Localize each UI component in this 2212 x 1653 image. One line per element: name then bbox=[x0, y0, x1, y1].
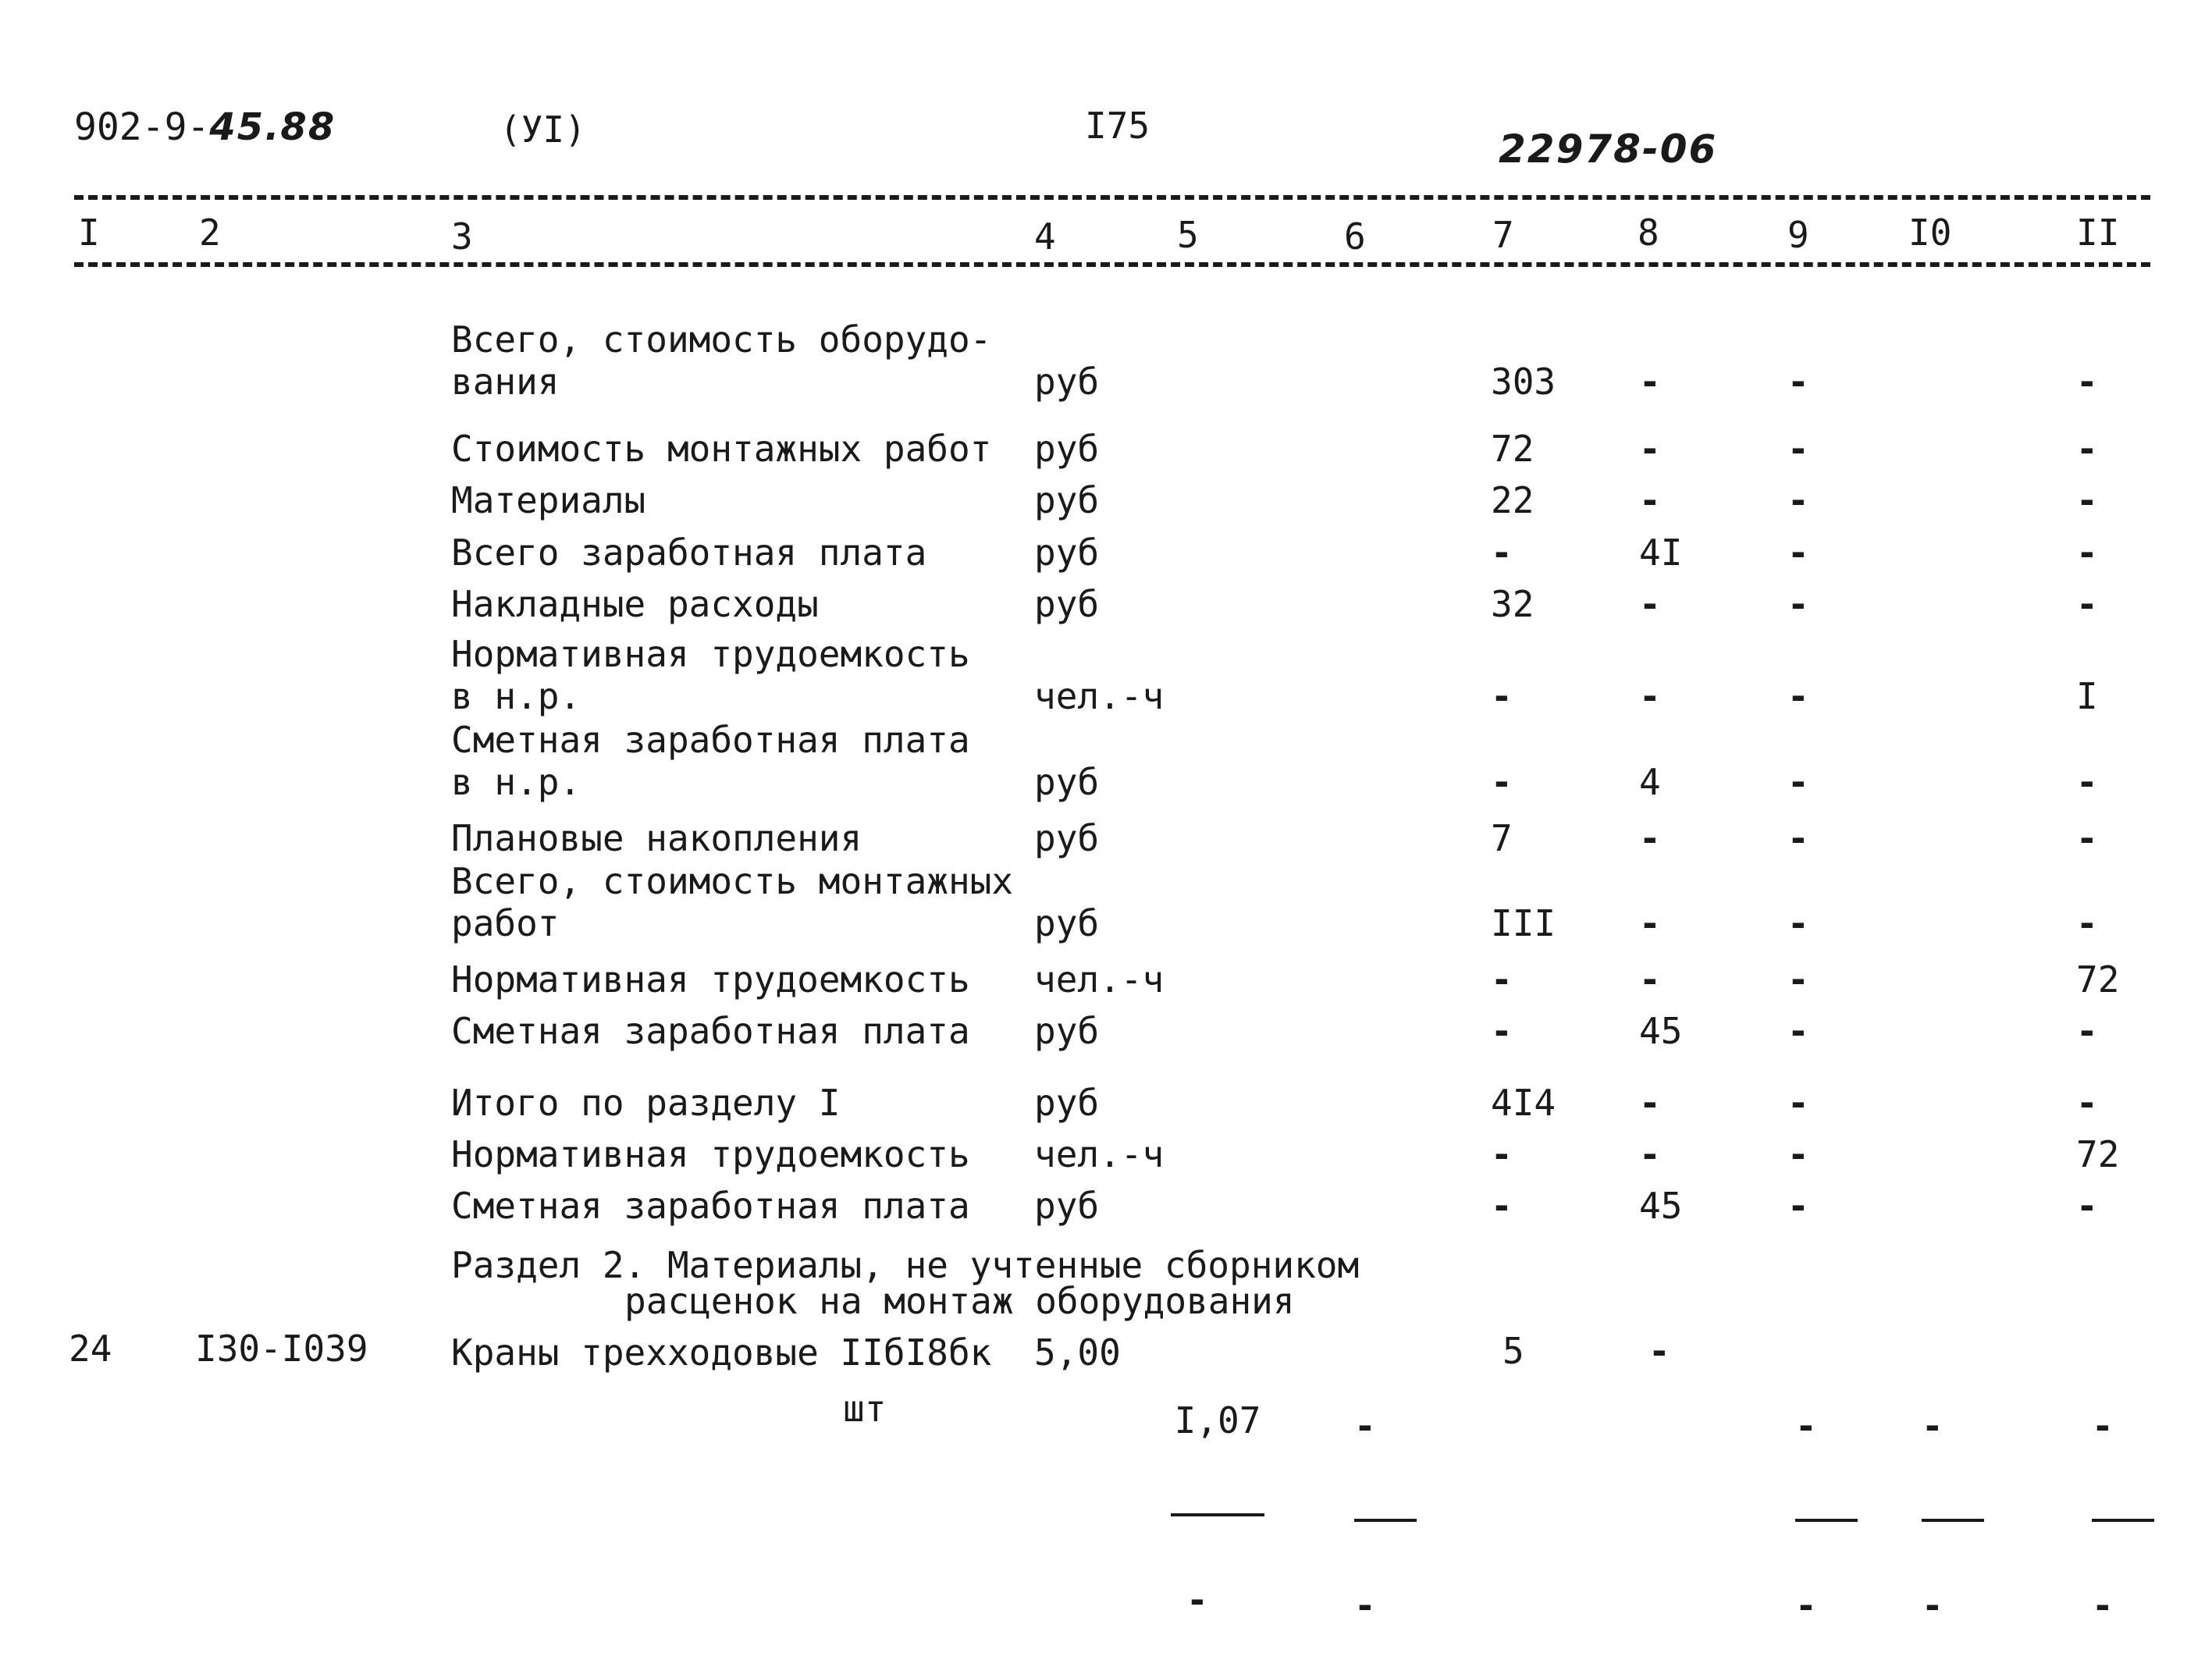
row-unit: руб bbox=[1034, 428, 1100, 470]
item-col6-numerator: - bbox=[1354, 1405, 1376, 1447]
column-header-1: I bbox=[78, 212, 100, 254]
row-col7: - bbox=[1491, 761, 1513, 803]
column-header-3: 3 bbox=[451, 215, 473, 258]
row-name: Стоимость монтажных работ bbox=[451, 428, 992, 470]
table-row bbox=[0, 994, 2212, 1052]
row-name: Нормативная трудоемкость bbox=[451, 958, 970, 1001]
row-name: Нормативная трудоемкость bbox=[451, 1133, 970, 1175]
page-number: I75 bbox=[1085, 105, 1150, 147]
row-unit: руб bbox=[1034, 817, 1100, 859]
section-label: (УI) bbox=[500, 108, 586, 151]
row-name-line1: Всего, стоимость оборудо- bbox=[451, 318, 992, 361]
header-top-rule bbox=[74, 195, 2150, 200]
row-col9: - bbox=[1787, 1133, 1809, 1175]
item-name: Краны трехходовые IIбI8бк bbox=[451, 1331, 992, 1374]
row-col11: 72 bbox=[2076, 958, 2120, 1001]
fraction-bar bbox=[1795, 1519, 1858, 1522]
row-col9: - bbox=[1787, 958, 1809, 1001]
table-row bbox=[0, 802, 2212, 859]
row-col8: - bbox=[1639, 361, 1661, 403]
row-col8: 4I bbox=[1639, 531, 1683, 574]
item-col9-numerator: - bbox=[1795, 1405, 1817, 1447]
row-col8: - bbox=[1639, 902, 1661, 944]
row-col9: - bbox=[1787, 675, 1809, 717]
row-col7: - bbox=[1491, 1133, 1513, 1175]
column-header-11: II bbox=[2076, 212, 2120, 254]
item-col10-fraction bbox=[1922, 1336, 1984, 1653]
row-col9: - bbox=[1787, 817, 1809, 859]
row-unit: руб bbox=[1034, 902, 1100, 944]
table-row bbox=[0, 1169, 2212, 1227]
row-name: Плановые накопления bbox=[451, 817, 862, 859]
item-col7: 5 bbox=[1503, 1330, 1524, 1372]
column-header-4: 4 bbox=[1034, 215, 1056, 258]
row-name: Материалы bbox=[451, 479, 646, 521]
row-unit: руб bbox=[1034, 531, 1100, 574]
row-col9: - bbox=[1787, 1082, 1809, 1124]
item-quantity: 5,00 bbox=[1034, 1331, 1121, 1374]
row-col8: 45 bbox=[1639, 1010, 1683, 1052]
row-col8: - bbox=[1639, 1082, 1661, 1124]
row-col9: - bbox=[1787, 1185, 1809, 1227]
row-col7: III bbox=[1491, 902, 1556, 944]
row-col11: I bbox=[2076, 675, 2098, 717]
row-col7: 32 bbox=[1491, 583, 1535, 625]
row-col11: - bbox=[2076, 761, 2098, 803]
row-col7: 303 bbox=[1491, 361, 1556, 403]
row-col9: - bbox=[1787, 902, 1809, 944]
fraction-bar bbox=[1171, 1513, 1264, 1516]
row-unit: руб bbox=[1034, 1185, 1100, 1227]
row-col11: 72 bbox=[2076, 1133, 2120, 1175]
row-col9: - bbox=[1787, 361, 1809, 403]
item-col9-denominator: - bbox=[1795, 1584, 1817, 1626]
document-code bbox=[74, 105, 336, 149]
row-col9: - bbox=[1787, 531, 1809, 574]
row-col7: 4I4 bbox=[1491, 1082, 1556, 1124]
section-2-heading-line1: Раздел 2. Материалы, не учтенные сборником bbox=[451, 1244, 1360, 1286]
row-col7: - bbox=[1491, 675, 1513, 717]
row-col9: - bbox=[1787, 583, 1809, 625]
row-name-line2: вания bbox=[451, 361, 560, 403]
row-name-line2: в н.р. bbox=[451, 761, 581, 803]
header-bottom-rule bbox=[74, 262, 2150, 267]
row-col8: 4 bbox=[1639, 761, 1661, 803]
row-name-line1: Сметная заработная плата bbox=[451, 719, 970, 761]
item-unit: шт bbox=[843, 1388, 887, 1430]
document-code-handwritten: 45.88 bbox=[209, 105, 336, 149]
item-price-fraction bbox=[1171, 1331, 1264, 1648]
row-col7: - bbox=[1491, 958, 1513, 1001]
item-col6-fraction bbox=[1354, 1336, 1417, 1653]
row-unit: руб bbox=[1034, 1082, 1100, 1124]
row-col11: - bbox=[2076, 361, 2098, 403]
row-col11: - bbox=[2076, 902, 2098, 944]
row-col7: - bbox=[1491, 531, 1513, 574]
table-row bbox=[0, 412, 2212, 470]
table-row bbox=[0, 1118, 2212, 1175]
table-row bbox=[0, 567, 2212, 625]
row-col11: - bbox=[2076, 479, 2098, 521]
inventory-number: 22978-06 bbox=[1499, 126, 1718, 172]
item-col10-denominator: - bbox=[1922, 1584, 1944, 1626]
column-header-6: 6 bbox=[1344, 215, 1366, 258]
row-unit: руб bbox=[1034, 361, 1100, 403]
row-col9: - bbox=[1787, 428, 1809, 470]
row-col7: 22 bbox=[1491, 479, 1535, 521]
section-2-heading-line2: расценок на монтаж оборудования bbox=[624, 1280, 1295, 1322]
row-col11: - bbox=[2076, 817, 2098, 859]
row-unit: руб bbox=[1034, 583, 1100, 625]
row-col8: - bbox=[1639, 817, 1661, 859]
row-col9: - bbox=[1787, 761, 1809, 803]
item-col10-numerator: - bbox=[1922, 1405, 1944, 1447]
row-col7: 7 bbox=[1491, 817, 1513, 859]
row-unit: руб bbox=[1034, 1010, 1100, 1052]
document-code-printed: 902-9- bbox=[74, 105, 210, 149]
row-name: Итого по разделу I bbox=[451, 1082, 841, 1124]
row-col8: 45 bbox=[1639, 1185, 1683, 1227]
row-unit: чел.-ч bbox=[1034, 675, 1165, 717]
row-name: Сметная заработная плата bbox=[451, 1185, 970, 1227]
row-name: Всего заработная плата bbox=[451, 531, 927, 574]
item-code: I30-I039 bbox=[195, 1328, 368, 1370]
row-col11: - bbox=[2076, 1185, 2098, 1227]
row-name-line1: Нормативная трудоемкость bbox=[451, 633, 970, 675]
row-unit: чел.-ч bbox=[1034, 1133, 1165, 1175]
row-name-line2: в н.р. bbox=[451, 675, 581, 717]
fraction-bar bbox=[1922, 1519, 1984, 1522]
row-col11: - bbox=[2076, 428, 2098, 470]
row-unit: руб bbox=[1034, 479, 1100, 521]
table-row bbox=[0, 719, 2212, 803]
row-name-line2: работ bbox=[451, 902, 560, 944]
row-col8: - bbox=[1639, 428, 1661, 470]
row-col11: - bbox=[2076, 583, 2098, 625]
row-col7: - bbox=[1491, 1185, 1513, 1227]
row-name: Сметная заработная плата bbox=[451, 1010, 970, 1052]
row-name: Накладные расходы bbox=[451, 583, 819, 625]
row-col11: - bbox=[2076, 531, 2098, 574]
row-col8: - bbox=[1639, 1133, 1661, 1175]
column-header-2: 2 bbox=[199, 212, 221, 254]
item-price: I,07 bbox=[1174, 1399, 1261, 1441]
row-unit: чел.-ч bbox=[1034, 958, 1165, 1001]
fraction-bar bbox=[2092, 1519, 2154, 1522]
row-col8: - bbox=[1639, 675, 1661, 717]
item-col11-fraction bbox=[2092, 1336, 2154, 1653]
item-col11-denominator: - bbox=[2092, 1584, 2114, 1626]
item-number: 24 bbox=[69, 1328, 112, 1370]
row-col8: - bbox=[1639, 583, 1661, 625]
table-row bbox=[0, 318, 2212, 403]
row-col9: - bbox=[1787, 479, 1809, 521]
column-header-7: 7 bbox=[1492, 214, 1514, 256]
column-header-8: 8 bbox=[1638, 212, 1659, 254]
column-header-10: I0 bbox=[1908, 212, 1952, 254]
fraction-bar bbox=[1354, 1519, 1417, 1522]
row-col8: - bbox=[1639, 958, 1661, 1001]
table-row bbox=[0, 464, 2212, 521]
item-price-denominator: - bbox=[1186, 1579, 1208, 1621]
row-unit: руб bbox=[1034, 761, 1100, 803]
row-col8: - bbox=[1639, 479, 1661, 521]
item-col11-numerator: - bbox=[2092, 1405, 2114, 1447]
table-row bbox=[0, 860, 2212, 944]
table-row bbox=[0, 1066, 2212, 1124]
column-header-9: 9 bbox=[1787, 214, 1809, 256]
row-col11: - bbox=[2076, 1010, 2098, 1052]
table-row bbox=[0, 633, 2212, 717]
row-col11: - bbox=[2076, 1082, 2098, 1124]
table-row bbox=[0, 943, 2212, 1001]
item-col9-fraction bbox=[1795, 1336, 1858, 1653]
item-col8: - bbox=[1648, 1330, 1670, 1372]
row-name-line1: Всего, стоимость монтажных bbox=[451, 860, 1014, 902]
column-header-5: 5 bbox=[1177, 214, 1199, 256]
row-col9: - bbox=[1787, 1010, 1809, 1052]
row-col7: 72 bbox=[1491, 428, 1535, 470]
table-row bbox=[0, 516, 2212, 574]
row-col7: - bbox=[1491, 1010, 1513, 1052]
item-col6-denominator: - bbox=[1354, 1584, 1376, 1626]
